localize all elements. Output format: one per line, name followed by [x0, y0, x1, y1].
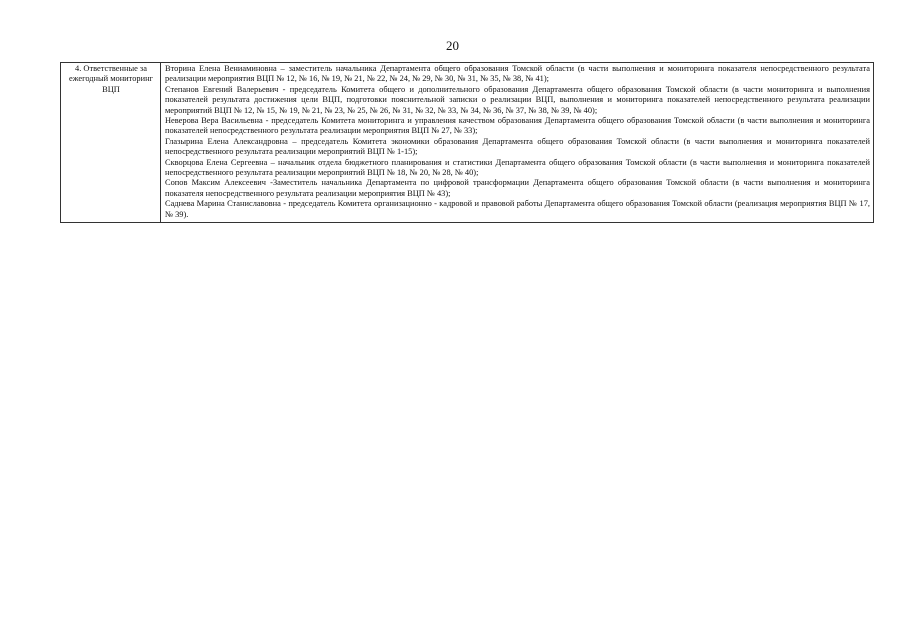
table-row: [61, 63, 874, 223]
row-content: [161, 63, 874, 223]
page-number: 20: [446, 38, 459, 53]
responsible-entry: Вторина Елена Вениаминовна – заместитель начальника Департамента общего образования Томской области (в части выполнения и мониторинга показателя непосредственного результата реализации мероприятия ВЦП № 12, № 16, № 19, № 21, № 22, № 24, № 29, № 30, № 31, № 35, № 38, № 41);: [165, 64, 870, 84]
responsible-entry: Глазырина Елена Александровна – председатель Комитета экономики образования Департамента общего образования Томской области (в части выполнения и мониторинга показателей непосредственного результата реализации мероприятий ВЦП № 1-15);: [165, 136, 870, 157]
responsible-entry: Саднева Марина Станиславовна - председатель Комитета организационно - кадровой и правовой работы Департамента общего образования Томской области (реализация мероприятия ВЦП № 17, № 39).: [165, 199, 870, 219]
responsibles-table: [60, 62, 874, 223]
responsible-entry: Неверова Вера Васильевна - председатель Комитета мониторинга и управления качеством образования Департамента общего образования Томской области (в части выполнения и мониторинга показателей непосредственного результата реализации мероприятия ВЦП № 27, № 33);: [165, 116, 870, 136]
responsible-entry: Степанов Евгений Валерьевич - председатель Комитета общего и дополнительного образования Департамента общего образования Томской области (в части мониторинга и выполнения показателей результата достижения цели ВЦП, подготовки пояснительной записки о реализации ВЦП, выполнения и мониторинга показателей непосредственного результата реализации мероприятий ВЦП № 12, № 15, № 19, № 21, № 23, № 25, № 26, № 31, № 32, № 33, № 34, № 36, № 37, № 38, № 39, № 40);: [165, 84, 870, 115]
responsible-entry: Сопов Максим Алексеевич -Заместитель начальника Департамента по цифровой трансформации Департамента общего образования Томской области (в части выполнения и мониторинга показателя непосредственного результата реализации мероприятия ВЦП № 43);: [165, 178, 870, 198]
row-label: 4. Ответственные за ежегодный мониторинг ВЦП: [61, 63, 161, 223]
responsible-entry: Скворцова Елена Сергеевна – начальник отдела бюджетного планирования и статистики Департамента общего образования Томской области (в части выполнения и мониторинга показателей непосредственного результата реализации мероприятий ВЦП № 18, № 20, № 28, № 40);: [165, 157, 870, 178]
